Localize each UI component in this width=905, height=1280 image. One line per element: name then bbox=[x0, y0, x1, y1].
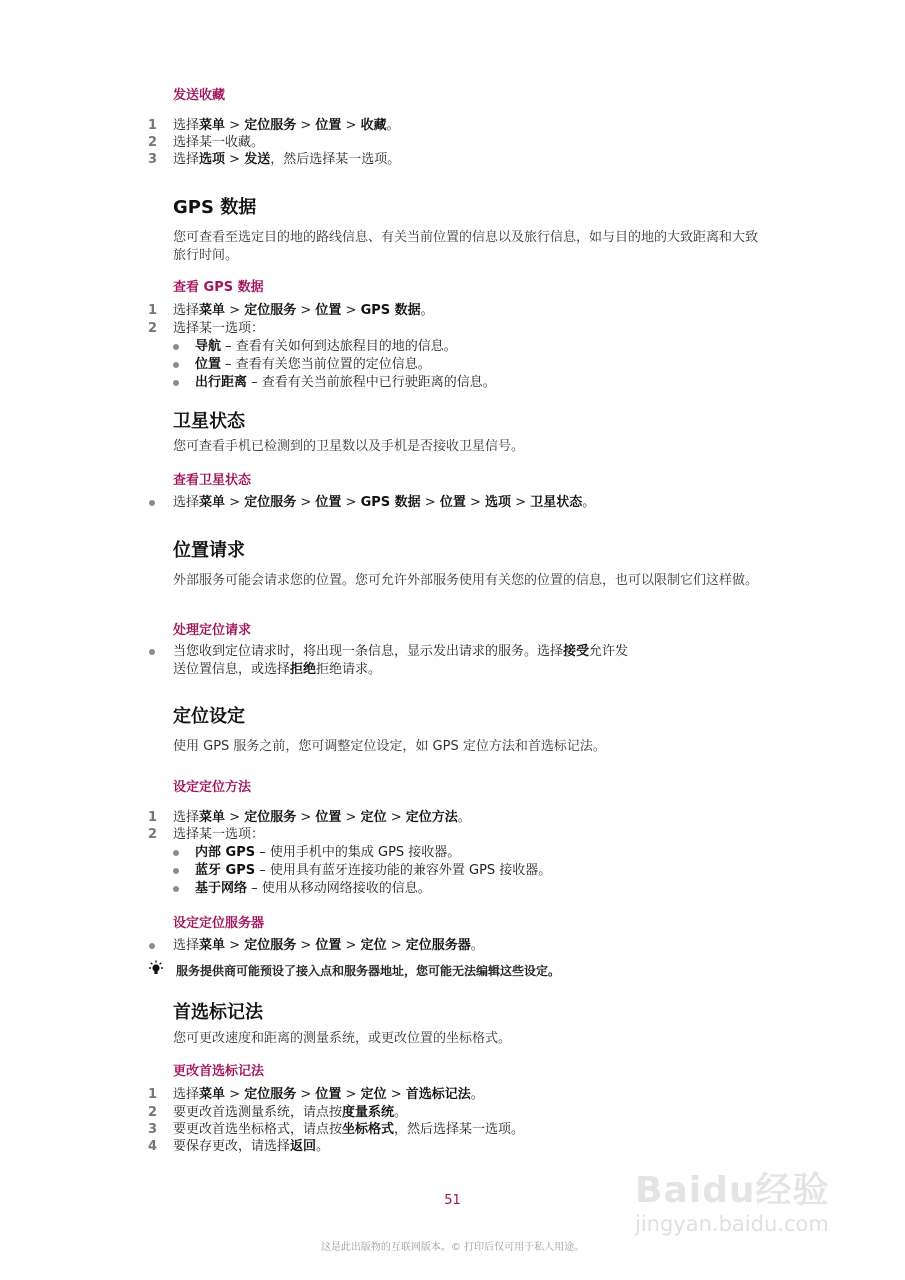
step-number: 3 bbox=[148, 1122, 158, 1137]
bold-term: 定位服务 bbox=[244, 303, 297, 318]
bold-term: 位置 bbox=[315, 810, 342, 825]
bullet-text: 送位置信息，或选择拒绝拒绝请求。 bbox=[173, 662, 382, 677]
subheading-handle-location-request: 处理定位请求 bbox=[173, 623, 252, 638]
bold-term: 蓝牙 GPS bbox=[195, 863, 256, 878]
bold-term: 位置 bbox=[315, 495, 342, 510]
subheading-send-favorite: 发送收藏 bbox=[173, 88, 226, 103]
step-number: 1 bbox=[148, 810, 158, 825]
notation-description: 您可更改速度和距离的测量系统，或更改位置的坐标格式。 bbox=[173, 1031, 512, 1046]
bold-term: 选项 bbox=[199, 152, 226, 167]
subheading-view-satellite-status: 查看卫星状态 bbox=[173, 473, 252, 488]
option-text: 位置 – 查看有关您当前位置的定位信息。 bbox=[195, 357, 431, 372]
bullet-icon bbox=[173, 344, 179, 350]
heading-gps-data: GPS 数据 bbox=[173, 197, 257, 218]
step-text: 要更改首选测量系统，请点按度量系统。 bbox=[173, 1105, 408, 1120]
satellite-description: 您可查看手机已检测到的卫星数以及手机是否接收卫星信号。 bbox=[173, 439, 525, 454]
subheading-set-location-server: 设定定位服务器 bbox=[173, 916, 265, 931]
bullet-icon bbox=[149, 943, 155, 949]
baidu-watermark-logo bbox=[635, 1160, 855, 1250]
step-number: 2 bbox=[148, 321, 158, 336]
bold-term: 位置 bbox=[195, 357, 222, 372]
bold-term: 内部 GPS bbox=[195, 845, 256, 860]
bold-term: 位置 bbox=[315, 1087, 342, 1102]
bold-term: 收藏 bbox=[360, 118, 387, 133]
bold-term: 菜单 bbox=[199, 303, 226, 318]
bold-term: 定位服务 bbox=[244, 1087, 297, 1102]
bold-term: 位置 bbox=[315, 938, 342, 953]
step-text: 选择菜单 > 定位服务 > 位置 > GPS 数据。 bbox=[173, 303, 434, 318]
option-text: 内部 GPS – 使用手机中的集成 GPS 接收器。 bbox=[195, 845, 461, 860]
bold-term: 度量系统 bbox=[342, 1105, 395, 1120]
option-text: 蓝牙 GPS – 使用具有蓝牙连接功能的兼容外置 GPS 接收器。 bbox=[195, 863, 552, 878]
bold-term: 接受 bbox=[563, 644, 590, 659]
step-text: 要保存更改，请选择返回。 bbox=[173, 1139, 330, 1154]
option-text: 导航 – 查看有关如何到达旅程目的地的信息。 bbox=[195, 339, 457, 354]
bold-term: 卫星状态 bbox=[530, 495, 583, 510]
step-number: 2 bbox=[148, 827, 158, 842]
step-number: 1 bbox=[148, 1087, 158, 1102]
step-number: 1 bbox=[148, 303, 158, 318]
bold-term: 出行距离 bbox=[195, 375, 248, 390]
bullet-icon bbox=[173, 380, 179, 386]
step-number: 2 bbox=[148, 135, 158, 150]
bold-term: 菜单 bbox=[199, 1087, 226, 1102]
lightbulb-tip-icon bbox=[146, 960, 166, 978]
bold-term: 定位 bbox=[360, 810, 387, 825]
gps-data-description: 您可查看至选定目的地的路线信息、有关当前位置的信息以及旅行信息，如与目的地的大致距离和大致旅行时间。 bbox=[173, 230, 759, 263]
subheading-view-gps-data: 查看 GPS 数据 bbox=[173, 280, 264, 295]
bold-term: 菜单 bbox=[199, 495, 226, 510]
bold-term: 菜单 bbox=[199, 118, 226, 133]
bold-term: 首选标记法 bbox=[405, 1087, 471, 1102]
bold-term: GPS 数据 bbox=[360, 495, 421, 510]
bold-term: 位置 bbox=[439, 495, 466, 510]
step-text: 选择某一选项： bbox=[173, 321, 265, 336]
bold-term: 发送 bbox=[244, 152, 271, 167]
bold-term: 定位服务 bbox=[244, 118, 297, 133]
heading-preferred-notation: 首选标记法 bbox=[173, 1002, 263, 1023]
bold-term: 选项 bbox=[485, 495, 512, 510]
bold-term: 拒绝 bbox=[290, 662, 317, 677]
option-text: 基于网络 – 使用从移动网络接收的信息。 bbox=[195, 881, 431, 896]
step-number: 1 bbox=[148, 118, 158, 133]
bullet-icon bbox=[173, 362, 179, 368]
watermark-url: jingyan.baidu.com bbox=[635, 1212, 829, 1236]
bold-term: 位置 bbox=[315, 303, 342, 318]
bold-term: 基于网络 bbox=[195, 881, 248, 896]
bullet-text: 选择菜单 > 定位服务 > 位置 > GPS 数据 > 位置 > 选项 > 卫星状态。 bbox=[173, 495, 596, 510]
step-number: 2 bbox=[148, 1105, 158, 1120]
bold-term: 位置 bbox=[315, 118, 342, 133]
bold-term: 菜单 bbox=[199, 938, 226, 953]
bold-term: 导航 bbox=[195, 339, 222, 354]
option-text: 出行距离 – 查看有关当前旅程中已行驶距离的信息。 bbox=[195, 375, 496, 390]
bold-term: 定位方法 bbox=[405, 810, 458, 825]
step-text: 选择菜单 > 定位服务 > 位置 > 定位 > 定位方法。 bbox=[173, 810, 471, 825]
step-text: 选择某一选项： bbox=[173, 827, 265, 842]
step-number: 3 bbox=[148, 152, 158, 167]
bold-term: 定位 bbox=[360, 938, 387, 953]
footer-copyright: 这是此出版物的互联网版本。© 打印后仅可用于私人用途。 bbox=[320, 1242, 585, 1253]
step-text: 选择菜单 > 定位服务 > 位置 > 收藏。 bbox=[173, 118, 400, 133]
bold-term: 定位服务器 bbox=[405, 938, 471, 953]
bold-term: 定位 bbox=[360, 1087, 387, 1102]
bullet-icon bbox=[173, 850, 179, 856]
bullet-text: 选择菜单 > 定位服务 > 位置 > 定位 > 定位服务器。 bbox=[173, 938, 484, 953]
step-text: 选择某一收藏。 bbox=[173, 135, 265, 150]
heading-satellite-status: 卫星状态 bbox=[173, 411, 245, 432]
step-text: 要更改首选坐标格式，请点按坐标格式，然后选择某一选项。 bbox=[173, 1122, 525, 1137]
tip-note: 服务提供商可能预设了接入点和服务器地址，您可能无法编辑这些设定。 bbox=[176, 964, 561, 978]
watermark-brand: Baidu经验 bbox=[635, 1170, 830, 1211]
bullet-icon bbox=[149, 500, 155, 506]
bold-term: 定位服务 bbox=[244, 810, 297, 825]
subheading-change-notation: 更改首选标记法 bbox=[173, 1064, 265, 1079]
heading-location-request: 位置请求 bbox=[173, 540, 245, 561]
bullet-text: 当您收到定位请求时，将出现一条信息，显示发出请求的服务。选择接受允许发 bbox=[173, 644, 629, 659]
bold-term: 菜单 bbox=[199, 810, 226, 825]
bullet-icon bbox=[173, 886, 179, 892]
bold-term: 返回 bbox=[290, 1139, 317, 1154]
bold-term: 定位服务 bbox=[244, 938, 297, 953]
subheading-set-location-method: 设定定位方法 bbox=[173, 780, 252, 795]
step-text: 选择菜单 > 定位服务 > 位置 > 定位 > 首选标记法。 bbox=[173, 1087, 484, 1102]
heading-location-settings: 定位设定 bbox=[173, 706, 245, 727]
location-settings-description: 使用 GPS 服务之前，您可调整定位设定，如 GPS 定位方法和首选标记法。 bbox=[173, 739, 606, 754]
page-number: 51 bbox=[444, 1193, 461, 1208]
bold-term: GPS 数据 bbox=[360, 303, 421, 318]
bold-term: 坐标格式 bbox=[342, 1122, 395, 1137]
location-request-description: 外部服务可能会请求您的位置。您可允许外部服务使用有关您的位置的信息，也可以限制它们这样做。 bbox=[173, 573, 759, 588]
step-number: 4 bbox=[148, 1139, 158, 1154]
bold-term: 定位服务 bbox=[244, 495, 297, 510]
bullet-icon bbox=[173, 868, 179, 874]
bullet-icon bbox=[149, 649, 155, 655]
step-text: 选择选项 > 发送，然后选择某一选项。 bbox=[173, 152, 401, 167]
